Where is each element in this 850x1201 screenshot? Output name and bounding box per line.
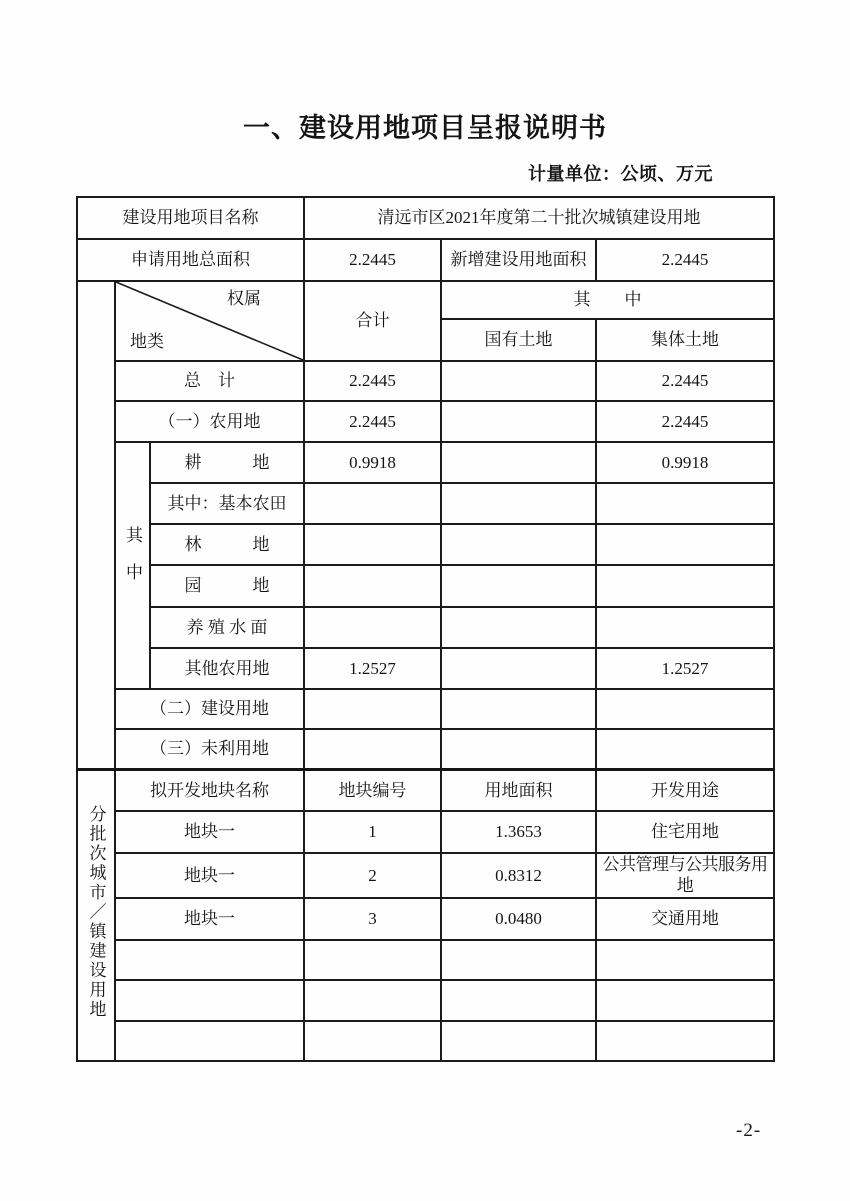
table-row [77, 898, 774, 940]
diagonal-top-label: 权属 [227, 289, 262, 308]
parcel-row-name: 地块一 [115, 811, 304, 853]
land-row-label: 总 计 [115, 361, 304, 401]
parcel-vertical-text: 分批次城市／镇建设用地 [86, 805, 106, 1020]
table-row [77, 769, 774, 811]
table-row [77, 442, 774, 483]
parcel-row-name: 地块一 [115, 853, 304, 898]
land-report-table [76, 196, 775, 1062]
land-row-total: 2.2445 [304, 401, 441, 442]
table-row [77, 607, 774, 648]
land-row-state [441, 689, 596, 729]
land-row-state [441, 648, 596, 689]
parcel-row-area [441, 940, 596, 980]
col-header-state-land: 国有土地 [441, 319, 596, 361]
land-row-total: 1.2527 [304, 648, 441, 689]
land-row-total: 0.9918 [304, 442, 441, 483]
table-row [77, 980, 774, 1021]
table-row [77, 648, 774, 689]
parcel-row-number: 3 [304, 898, 441, 940]
land-row-state [441, 442, 596, 483]
table-row [77, 1021, 774, 1061]
cell-project-name-value: 清远市区2021年度第二十批次城镇建设用地 [304, 197, 774, 239]
land-row-total [304, 607, 441, 648]
parcel-row-name: 地块一 [115, 898, 304, 940]
land-row-state [441, 524, 596, 565]
parcel-row-usage: 住宅用地 [596, 811, 774, 853]
col-header-parcel-name: 拟开发地块名称 [115, 769, 304, 811]
land-row-total [304, 565, 441, 607]
land-row-label: （二）建设用地 [115, 689, 304, 729]
parcel-row-usage [596, 1021, 774, 1061]
land-row-collective [596, 483, 774, 524]
parcel-row-name [115, 980, 304, 1021]
land-row-collective: 1.2527 [596, 648, 774, 689]
parcel-row-name [115, 940, 304, 980]
parcel-row-area: 1.3653 [441, 811, 596, 853]
col-header-parcel-area: 用地面积 [441, 769, 596, 811]
page-title: 一、建设用地项目呈报说明书 [243, 113, 607, 143]
land-row-label: （一）农用地 [115, 401, 304, 442]
land-row-total [304, 729, 441, 769]
land-row-label: 林 地 [150, 524, 304, 565]
parcel-row-usage: 公共管理与公共服务用地 [596, 853, 774, 898]
land-row-state [441, 401, 596, 442]
land-row-state [441, 565, 596, 607]
land-row-state [441, 483, 596, 524]
table-row [77, 689, 774, 729]
cell-new-construction-label: 新增建设用地面积 [441, 239, 596, 281]
table-row [77, 483, 774, 524]
table-row [77, 401, 774, 442]
table-row [77, 281, 774, 319]
parcel-row-number [304, 1021, 441, 1061]
land-row-label: 耕 地 [150, 442, 304, 483]
parcel-row-name [115, 1021, 304, 1061]
cell-project-name-label: 建设用地项目名称 [77, 197, 304, 239]
land-row-total [304, 483, 441, 524]
parcel-row-area: 0.8312 [441, 853, 596, 898]
land-row-collective: 2.2445 [596, 361, 774, 401]
col-header-parcel-usage: 开发用途 [596, 769, 774, 811]
parcel-row-usage [596, 940, 774, 980]
land-row-collective [596, 565, 774, 607]
table-row [77, 853, 774, 898]
cell-new-construction-value: 2.2445 [596, 239, 774, 281]
parcel-row-area [441, 980, 596, 1021]
land-row-collective: 2.2445 [596, 401, 774, 442]
cell-applied-area-value: 2.2445 [304, 239, 441, 281]
parcel-row-area [441, 1021, 596, 1061]
parcel-row-number: 1 [304, 811, 441, 853]
parcel-row-usage [596, 980, 774, 1021]
land-row-collective [596, 729, 774, 769]
land-row-total: 2.2445 [304, 361, 441, 401]
among-vertical-text: 其中 [123, 525, 142, 600]
page-number: -2- [736, 1120, 762, 1141]
col-header-parcel-number: 地块编号 [304, 769, 441, 811]
cell-among-vertical-label [115, 442, 150, 689]
land-row-label: 养 殖 水 面 [150, 607, 304, 648]
parcel-row-number [304, 940, 441, 980]
cell-applied-area-label: 申请用地总面积 [77, 239, 304, 281]
table-row [77, 940, 774, 980]
table-row [77, 565, 774, 607]
land-row-total [304, 689, 441, 729]
land-row-collective [596, 689, 774, 729]
cell-parcel-vertical-label [77, 769, 115, 1061]
table-row [77, 361, 774, 401]
land-row-collective: 0.9918 [596, 442, 774, 483]
col-header-among: 其 中 [441, 281, 774, 319]
unit-note: 计量单位：公顷、万元 [528, 164, 713, 184]
table-row [77, 197, 774, 239]
diagonal-header-cell [115, 281, 304, 361]
diagonal-bottom-label: 地类 [130, 331, 164, 351]
land-row-label: （三）未利用地 [115, 729, 304, 769]
land-row-label: 其他农用地 [150, 648, 304, 689]
col-header-total: 合计 [304, 281, 441, 361]
land-row-collective [596, 524, 774, 565]
parcel-row-number: 2 [304, 853, 441, 898]
cell-left-spacer [77, 281, 115, 769]
parcel-row-number [304, 980, 441, 1021]
land-row-state [441, 361, 596, 401]
parcel-row-usage: 交通用地 [596, 898, 774, 940]
table-row [77, 811, 774, 853]
table-row [77, 524, 774, 565]
table-row [77, 729, 774, 769]
table-row [77, 239, 774, 281]
land-row-label: 其中：基本农田 [150, 483, 304, 524]
land-row-label: 园 地 [150, 565, 304, 607]
col-header-collective-land: 集体土地 [596, 319, 774, 361]
land-row-collective [596, 607, 774, 648]
land-row-state [441, 729, 596, 769]
land-row-state [441, 607, 596, 648]
parcel-row-area: 0.0480 [441, 898, 596, 940]
land-row-total [304, 524, 441, 565]
